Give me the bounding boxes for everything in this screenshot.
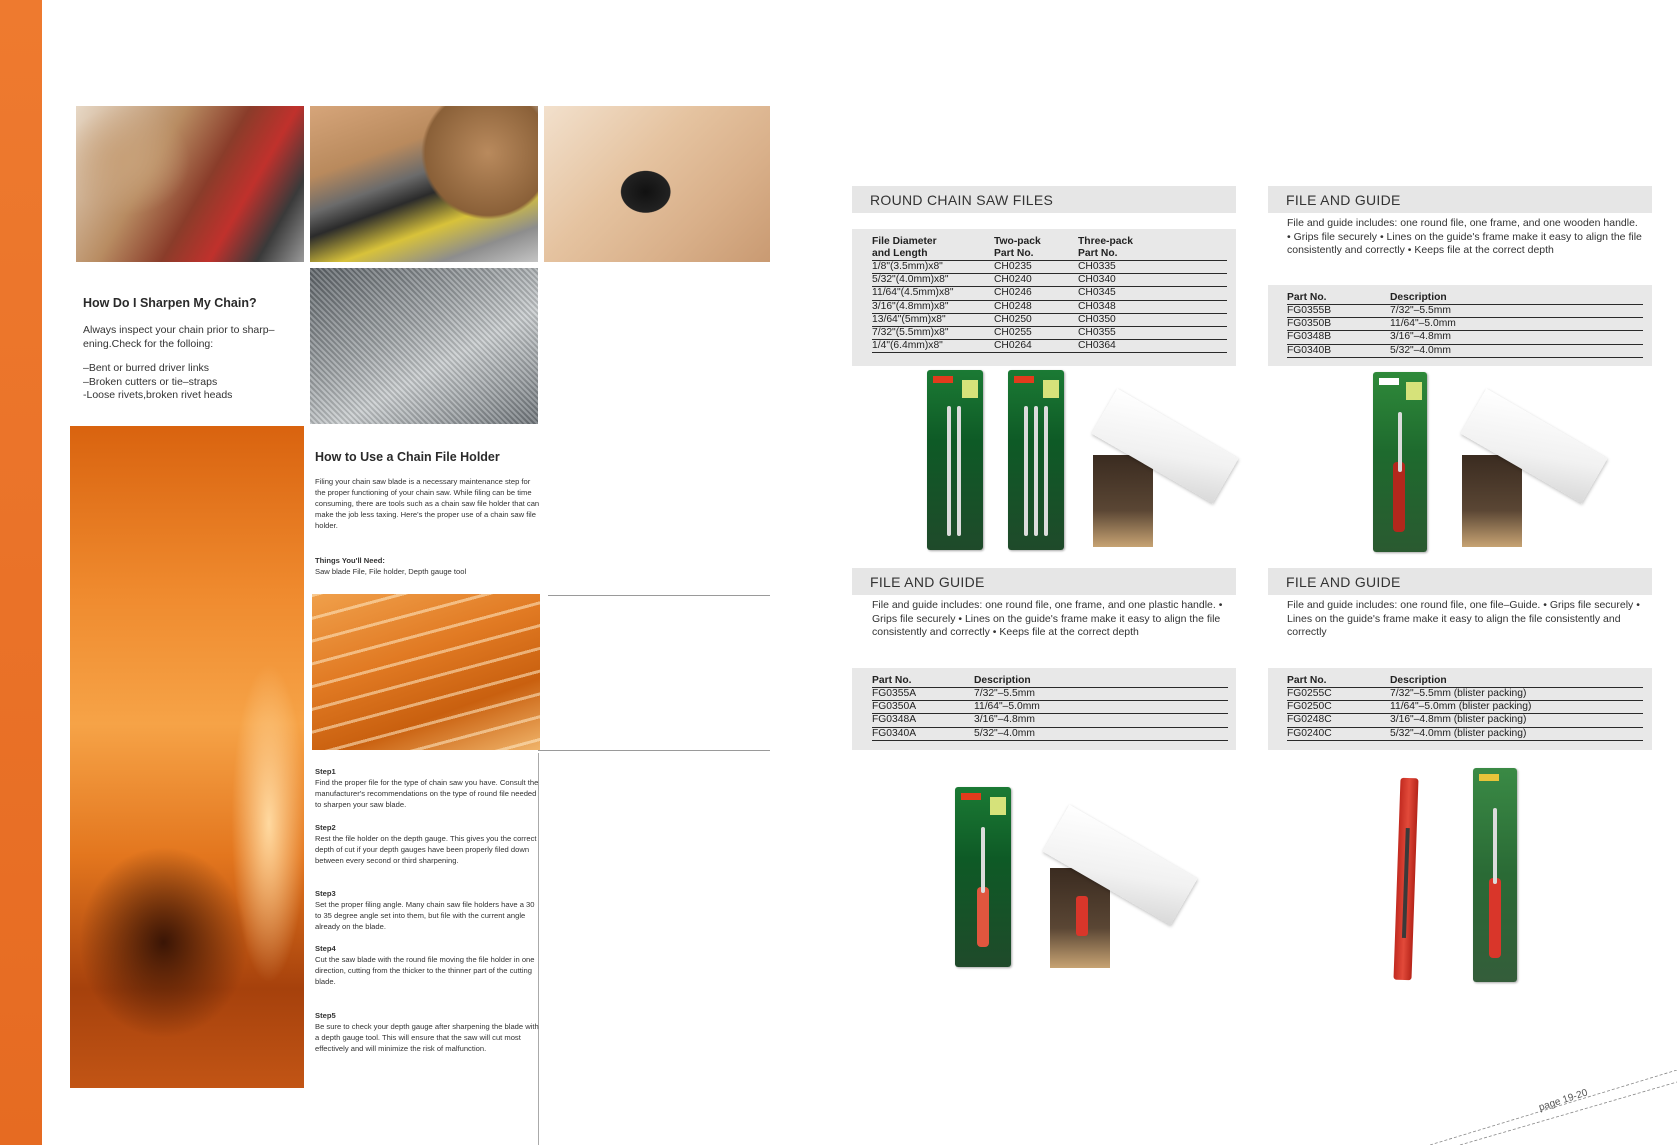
column-header: Description [974, 675, 1031, 686]
file-guide-b-description: File and guide includes: one round file, one frame, and one wooden handle. • Grips file securely • Lines on the guide's frame make it easy to align the file consistently and correctly • Keeps file at the correct depth [1287, 217, 1642, 256]
file-guide-a-title-bar [852, 568, 1236, 595]
column-header: Part No. [872, 675, 912, 686]
step-5 [315, 1010, 541, 1054]
step-title: Step5 [315, 1011, 336, 1020]
file-guide-b-title-bar [1268, 186, 1652, 213]
file-guide-c-title: FILE AND GUIDE [1286, 574, 1401, 590]
table-row: FG0348A 3/16"–4.8mm [872, 714, 1228, 727]
step-1 [315, 766, 541, 810]
round-files-table [872, 236, 1227, 353]
table-row: 13/64"(5mm)x8" CH0250 CH0350 [872, 313, 1227, 326]
holder-intro: Filing your chain saw blade is a necessary maintenance step for the proper functioning of your chain saw. While filing can be time consuming, there are tools such as a chain saw file holder that can make the job less taxing. Here's the proper use of a chain saw file holder. [315, 477, 540, 530]
things-needed-heading: Things You'll Need: [315, 556, 385, 565]
column-header: File Diameter and Length [872, 236, 937, 259]
column-header: Description [1390, 675, 1447, 686]
round-files-title-bar [852, 186, 1236, 213]
file-guide-a-title: FILE AND GUIDE [870, 574, 985, 590]
chain-sharpener-photo [76, 106, 304, 262]
table-header-row [872, 675, 1228, 688]
table-row: FG0340A 5/32"–4.0mm [872, 727, 1228, 740]
table-header-row [1287, 292, 1643, 305]
file-guide-b-blister-product [1373, 372, 1427, 552]
file-guide-a-table [872, 675, 1228, 741]
two-pack-blister-product [927, 370, 983, 550]
column-header: Three-pack Part No. [1078, 236, 1133, 259]
table-row: 5/32"(4.0mm)x8" CH0240 CH0340 [872, 274, 1227, 287]
step-text: Cut the saw blade with the round file moving the file holder in one direction, cutting from the thicker to the thinner part of the cutting blade. [315, 955, 535, 986]
orange-side-strip [0, 0, 42, 1145]
section-divider [538, 750, 770, 751]
file-guide-b-box-product [1462, 455, 1522, 547]
file-guide-c-table [1287, 675, 1643, 741]
step-text: Rest the file holder on the depth gauge. This gives you the correct depth of cut if your depth gauges have been properly filed down between every second or third sharpening. [315, 834, 537, 865]
checklist-item: –Broken cutters or tie–straps [83, 375, 218, 388]
table-header-row [872, 236, 1227, 261]
step-title: Step2 [315, 823, 336, 832]
file-guide-c-blister-product [1473, 768, 1517, 982]
file-guide-a-description: File and guide includes: one round file, one frame, and one plastic handle. • Grips file securely • Lines on the guide's frame make it easy to align the file consistently and correctly • Keeps file at the correct depth [872, 599, 1223, 638]
checklist-item: -Loose rivets,broken rivet heads [83, 389, 233, 401]
column-header: Two-pack Part No. [994, 236, 1041, 259]
table-row: FG0350B 11/64"–5.0mm [1287, 318, 1643, 331]
table-row: FG0255C 7/32"–5.5mm (blister packing) [1287, 688, 1643, 701]
file-holder-photo [544, 106, 770, 262]
step-3 [315, 888, 541, 932]
table-row: FG0348B 3/16"–4.8mm [1287, 331, 1643, 344]
things-needed-text: Saw blade File, File holder, Depth gauge tool [315, 567, 467, 576]
step-4 [315, 943, 541, 987]
file-guide-c-title-bar [1268, 568, 1652, 595]
step-text: Be sure to check your depth gauge after sharpening the blade with a depth gauge tool. This will ensure that the saw will cut most effectively and will minimize the risk of malfunction. [315, 1022, 539, 1053]
table-row: FG0355A 7/32"–5.5mm [872, 688, 1228, 701]
chainsaw-photo [310, 106, 538, 262]
table-row: 1/8"(3.5mm)x8" CH0235 CH0335 [872, 261, 1227, 274]
orange-file-closeup-photo [70, 426, 304, 1088]
red-handle-shape [1076, 896, 1088, 936]
round-files-photo [312, 594, 540, 750]
table-row: 11/64"(4.5mm)x8" CH0246 CH0345 [872, 287, 1227, 300]
round-files-title: ROUND CHAIN SAW FILES [870, 192, 1054, 208]
step-title: Step1 [315, 767, 336, 776]
file-box-product [1093, 455, 1153, 547]
checklist-item: –Bent or burred driver links [83, 362, 210, 374]
step-2 [315, 822, 541, 866]
file-rod-shape [1402, 828, 1410, 938]
sharpen-heading: How Do I Sharpen My Chain? [83, 296, 257, 310]
sharpen-intro: Always inspect your chain prior to sharp–ening.Check for the folloing: [83, 324, 275, 350]
sharpen-checklist [83, 362, 232, 403]
holder-heading: How to Use a Chain File Holder [315, 450, 500, 464]
file-guide-c-description: File and guide includes: one round file, one file–Guide. • Grips file securely • Lines on the guide's frame make it easy to align the file consistently and correctly [1287, 599, 1640, 638]
table-row: FG0350A 11/64"–5.0mm [872, 701, 1228, 714]
table-row: FG0340B 5/32"–4.0mm [1287, 344, 1643, 357]
table-row: FG0240C 5/32"–4.0mm (blister packing) [1287, 727, 1643, 740]
table-row: 3/16"(4.8mm)x8" CH0248 CH0348 [872, 300, 1227, 313]
three-pack-blister-product [1008, 370, 1064, 550]
table-row: FG0355B 7/32"–5.5mm [1287, 305, 1643, 318]
column-header: Description [1390, 292, 1447, 303]
file-guide-b-table [1287, 292, 1643, 358]
file-guide-a-blister-product [955, 787, 1011, 967]
step-text: Set the proper filing angle. Many chain saw file holders have a 30 to 35 degree angle set into them, but file with the current angle already on the blade. [315, 900, 535, 931]
column-header: Part No. [1287, 292, 1327, 303]
table-row: 1/4"(6.4mm)x8" CH0264 CH0364 [872, 340, 1227, 353]
section-divider [548, 595, 770, 596]
table-row: FG0250C 11/64"–5.0mm (blister packing) [1287, 701, 1643, 714]
table-row: FG0248C 3/16"–4.8mm (blister packing) [1287, 714, 1643, 727]
file-surface-photo [310, 268, 538, 424]
column-header: Part No. [1287, 675, 1327, 686]
step-title: Step3 [315, 889, 336, 898]
file-guide-b-title: FILE AND GUIDE [1286, 192, 1401, 208]
table-header-row [1287, 675, 1643, 688]
red-file-guide-product [1393, 778, 1418, 981]
page-number-label: page 19-20 [1537, 1087, 1590, 1114]
step-text: Find the proper file for the type of chain saw you have. Consult the manufacturer's recommendations on the type of round file needed to sharpen your saw blade. [315, 778, 539, 809]
table-row: 7/32"(5.5mm)x8" CH0255 CH0355 [872, 327, 1227, 340]
step-title: Step4 [315, 944, 336, 953]
